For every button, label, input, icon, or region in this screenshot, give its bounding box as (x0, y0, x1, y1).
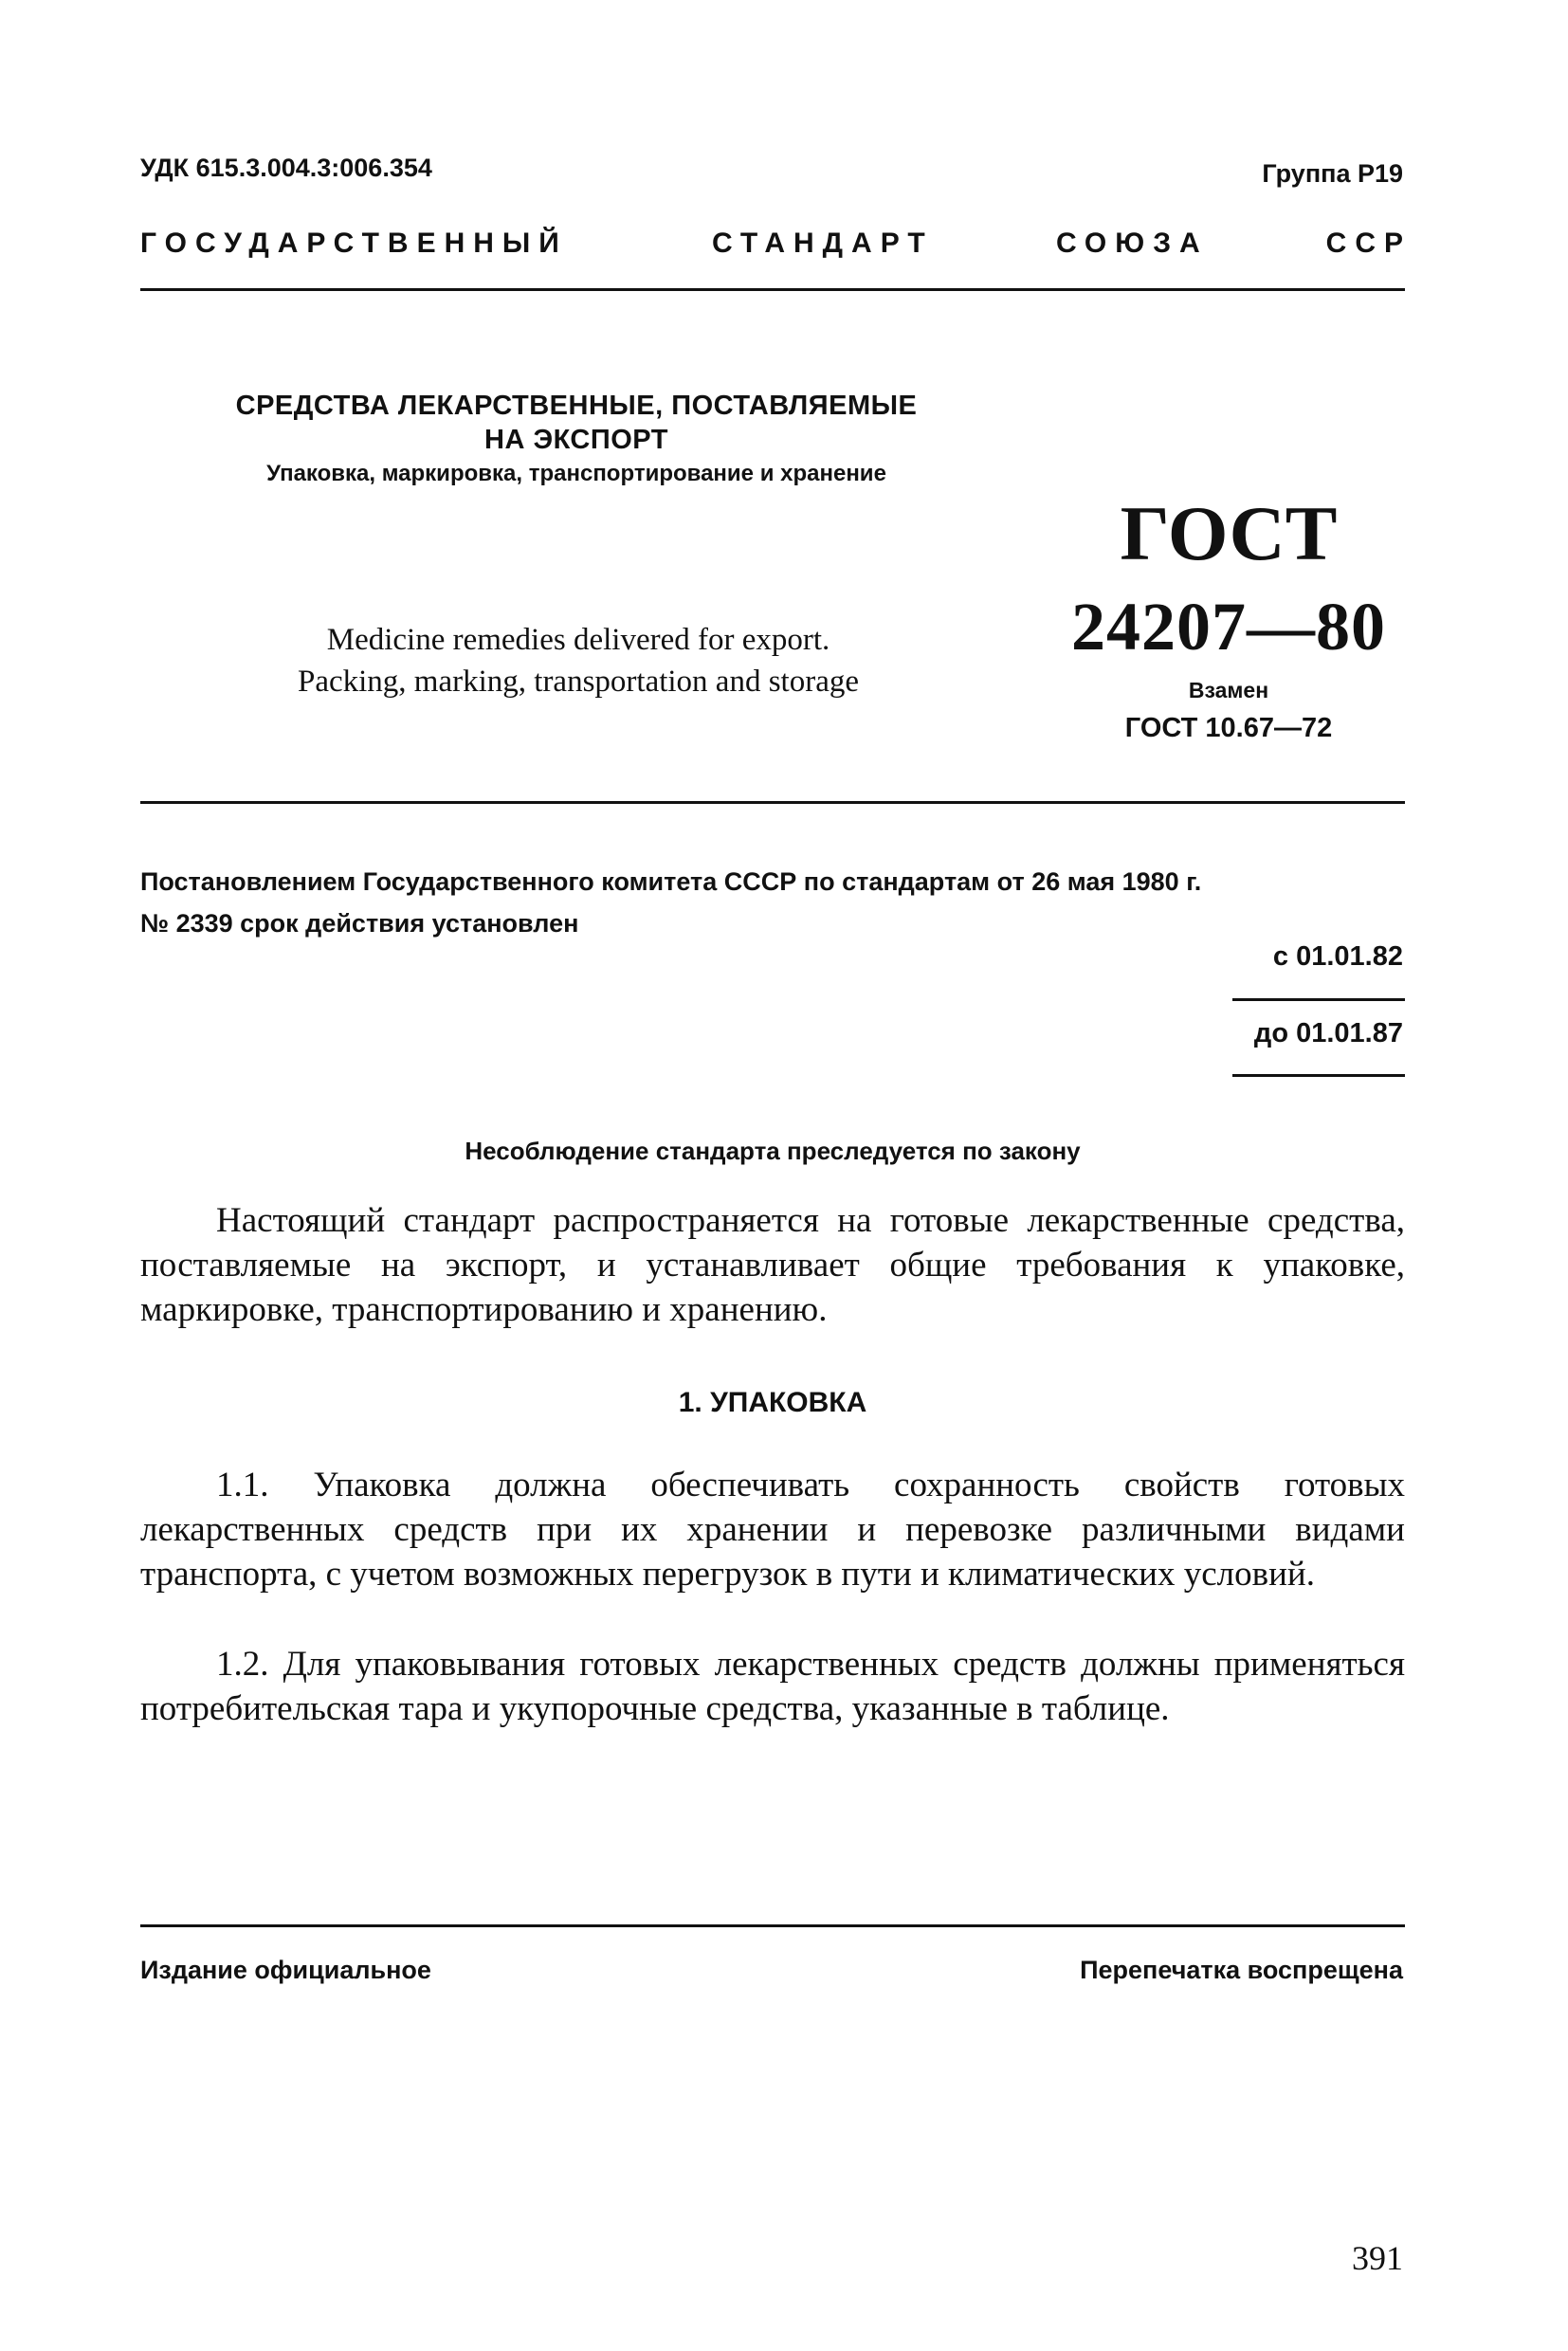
divider (140, 801, 1405, 804)
footer-reprint-prohibited: Перепечатка воспрещена (1080, 1956, 1403, 1984)
header-word-standard: СТАНДАРТ (712, 228, 934, 259)
english-title (218, 619, 939, 702)
footer-official-edition: Издание официальное (140, 1956, 431, 1984)
title-line-1: СРЕДСТВА ЛЕКАРСТВЕННЫЕ, ПОСТАВЛЯЕМЫЕ (235, 391, 918, 421)
gost-designation (1052, 488, 1405, 744)
divider (1232, 998, 1405, 1001)
document-title (140, 389, 1012, 491)
divider (140, 1924, 1405, 1927)
legal-notice: Несоблюдение стандарта преследуется по закону (465, 1137, 1081, 1165)
resolution-text (140, 861, 1405, 944)
udk-code: УДК 615.3.004.3:006.354 (140, 154, 432, 182)
intro-paragraph: Настоящий стандарт распространяется на готовые лекарственные средства, поставляемые на экспорт, и устанавливает общие требования к упаковке, маркировке, транспортированию и хранению. (140, 1201, 1405, 1329)
divider (1232, 1074, 1405, 1077)
title-subtitle: Упаковка, маркировка, транспортирование и хранение (266, 461, 886, 486)
replaces-value: ГОСТ 10.67—72 (1124, 713, 1333, 743)
resolution-line-1: Постановлением Государственного комитета СССР по стандартам от 26 мая 1980 г. (140, 867, 1202, 896)
valid-until: до 01.01.87 (1253, 1018, 1403, 1048)
header-word-state: ГОСУДАРСТВЕННЫЙ (140, 228, 568, 259)
page-number: 391 (1352, 2239, 1403, 2277)
english-title-line-2: Packing, marking, transportation and storage (297, 665, 860, 699)
gost-number: 24207—80 (1071, 589, 1386, 665)
resolution-line-2: № 2339 срок действия установлен (140, 909, 579, 938)
paragraph-1-1: 1.1. Упаковка должна обеспечивать сохранность свойств готовых лекарственных средств при их хранении и перевозке различными видами транспорта, с учетом возможных перегрузок в пути и климатических условий. (140, 1466, 1405, 1594)
english-title-line-1: Medicine remedies delivered for export. (326, 623, 830, 657)
group-code: Группа Р19 (1262, 159, 1403, 188)
header-word-union: СОЮЗА (1056, 228, 1209, 259)
title-line-2: НА ЭКСПОРТ (484, 425, 668, 455)
replaces-label: Взамен (1188, 678, 1269, 702)
valid-from: с 01.01.82 (1272, 941, 1403, 972)
gost-label: ГОСТ (1120, 490, 1338, 576)
divider (140, 288, 1405, 291)
section-heading: 1. УПАКОВКА (678, 1387, 867, 1418)
paragraph-1-2: 1.2. Для упаковывания готовых лекарственных средств должны применяться потребительская тара и укупорочные средства, указанные в таблице. (140, 1645, 1405, 1728)
header-word-ussr: ССР (1325, 228, 1412, 259)
